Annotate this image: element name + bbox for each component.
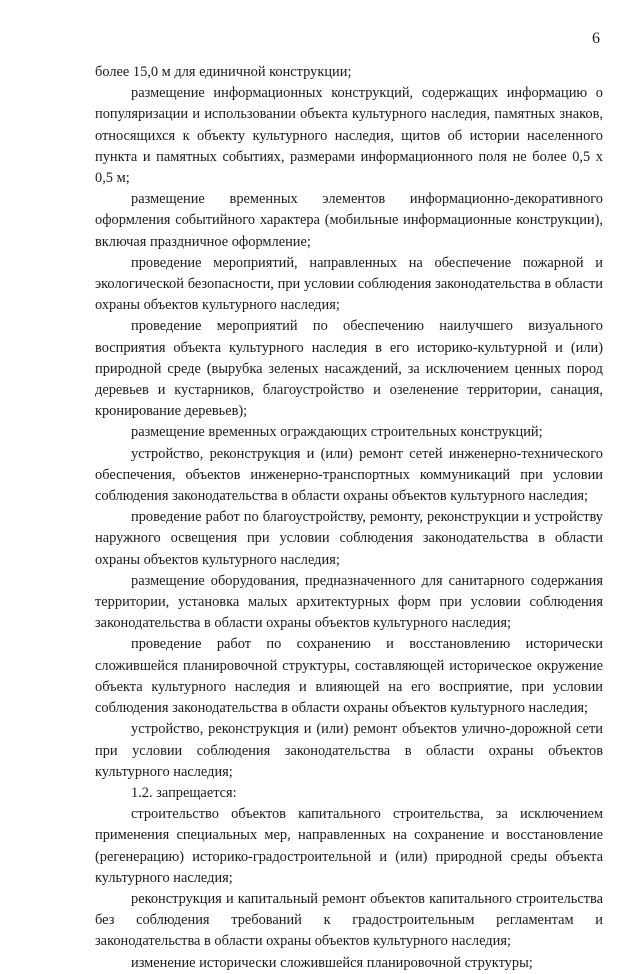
page-number: 6 (592, 30, 600, 47)
paragraph: изменение исторически сложившейся планировочной структуры; (131, 954, 533, 971)
paragraph: проведение мероприятий, направленных на обеспечение пожарной и экологической безопасности, при условии соблюдения законодательства в области охраны объектов культурного наследия; (95, 254, 603, 314)
paragraph: размещение временных ограждающих строительных конструкций; (131, 424, 543, 441)
paragraph: проведение работ по сохранению и восстановлению исторически сложившейся планировочной структуры, составляющей историческое окружение объекта культурного наследия и влияющей на его восприятие, при условии соблюдения законодательства в области охраны объектов культурного наследия; (95, 636, 603, 717)
paragraph: устройство, реконструкция и (или) ремонт объектов улично-дорожной сети при условии соблюдения законодательства в области охраны объектов культурного наследия; (95, 721, 603, 780)
paragraph: проведение работ по благоустройству, ремонту, реконструкции и устройству наружного освещения при условии соблюдения законодательства в области охраны объектов культурного наследия; (95, 509, 603, 568)
paragraph: реконструкция и капитальный ремонт объектов капитального строительства без соблюдения требований к градостроительным регламентам и законодательства в области охраны объектов культурного наследия; (95, 890, 603, 950)
section-heading: 1.2. запрещается: (131, 784, 237, 801)
paragraph: размещение информационных конструкций, содержащих информацию о популяризации и использовании объекта культурного наследия, памятных знаков, относящихся к объекту культурного наследия, щитов об истории населенного пункта и памятных событиях, размерами информационного поля не более 0,5 х 0,5 м; (95, 85, 603, 187)
paragraph: размещение временных элементов информационно-декоративного оформления событийного характера (мобильные информационные конструкции), включая праздничное оформление; (95, 191, 603, 250)
document-body (95, 62, 603, 974)
paragraph: размещение оборудования, предназначенного для санитарного содержания территории, установка малых архитектурных форм при условии соблюдения законодательства в области охраны объектов культурного наследия; (95, 572, 603, 632)
paragraph: строительство объектов капитального строительства, за исключением применения специальных мер, направленных на сохранение и восстановление (регенерацию) историко-градостроительной и (или) природной среды объекта культурного наследия; (95, 806, 603, 886)
paragraph: проведение мероприятий по обеспечению наилучшего визуального восприятия объекта культурного наследия в его историко-культурной и (или) природной среде (вырубка зеленых насаждений, за исключением ценных пород деревьев и кустарников, благоустройство и озеленение территории, санация, кронирование деревьев); (95, 318, 603, 420)
paragraph: более 15,0 м для единичной конструкции; (95, 64, 352, 80)
paragraph: устройство, реконструкция и (или) ремонт сетей инженерно-технического обеспечения, объектов инженерно-транспортных коммуникаций при условии соблюдения законодательства в области охраны объектов культурного наследия; (95, 445, 603, 505)
